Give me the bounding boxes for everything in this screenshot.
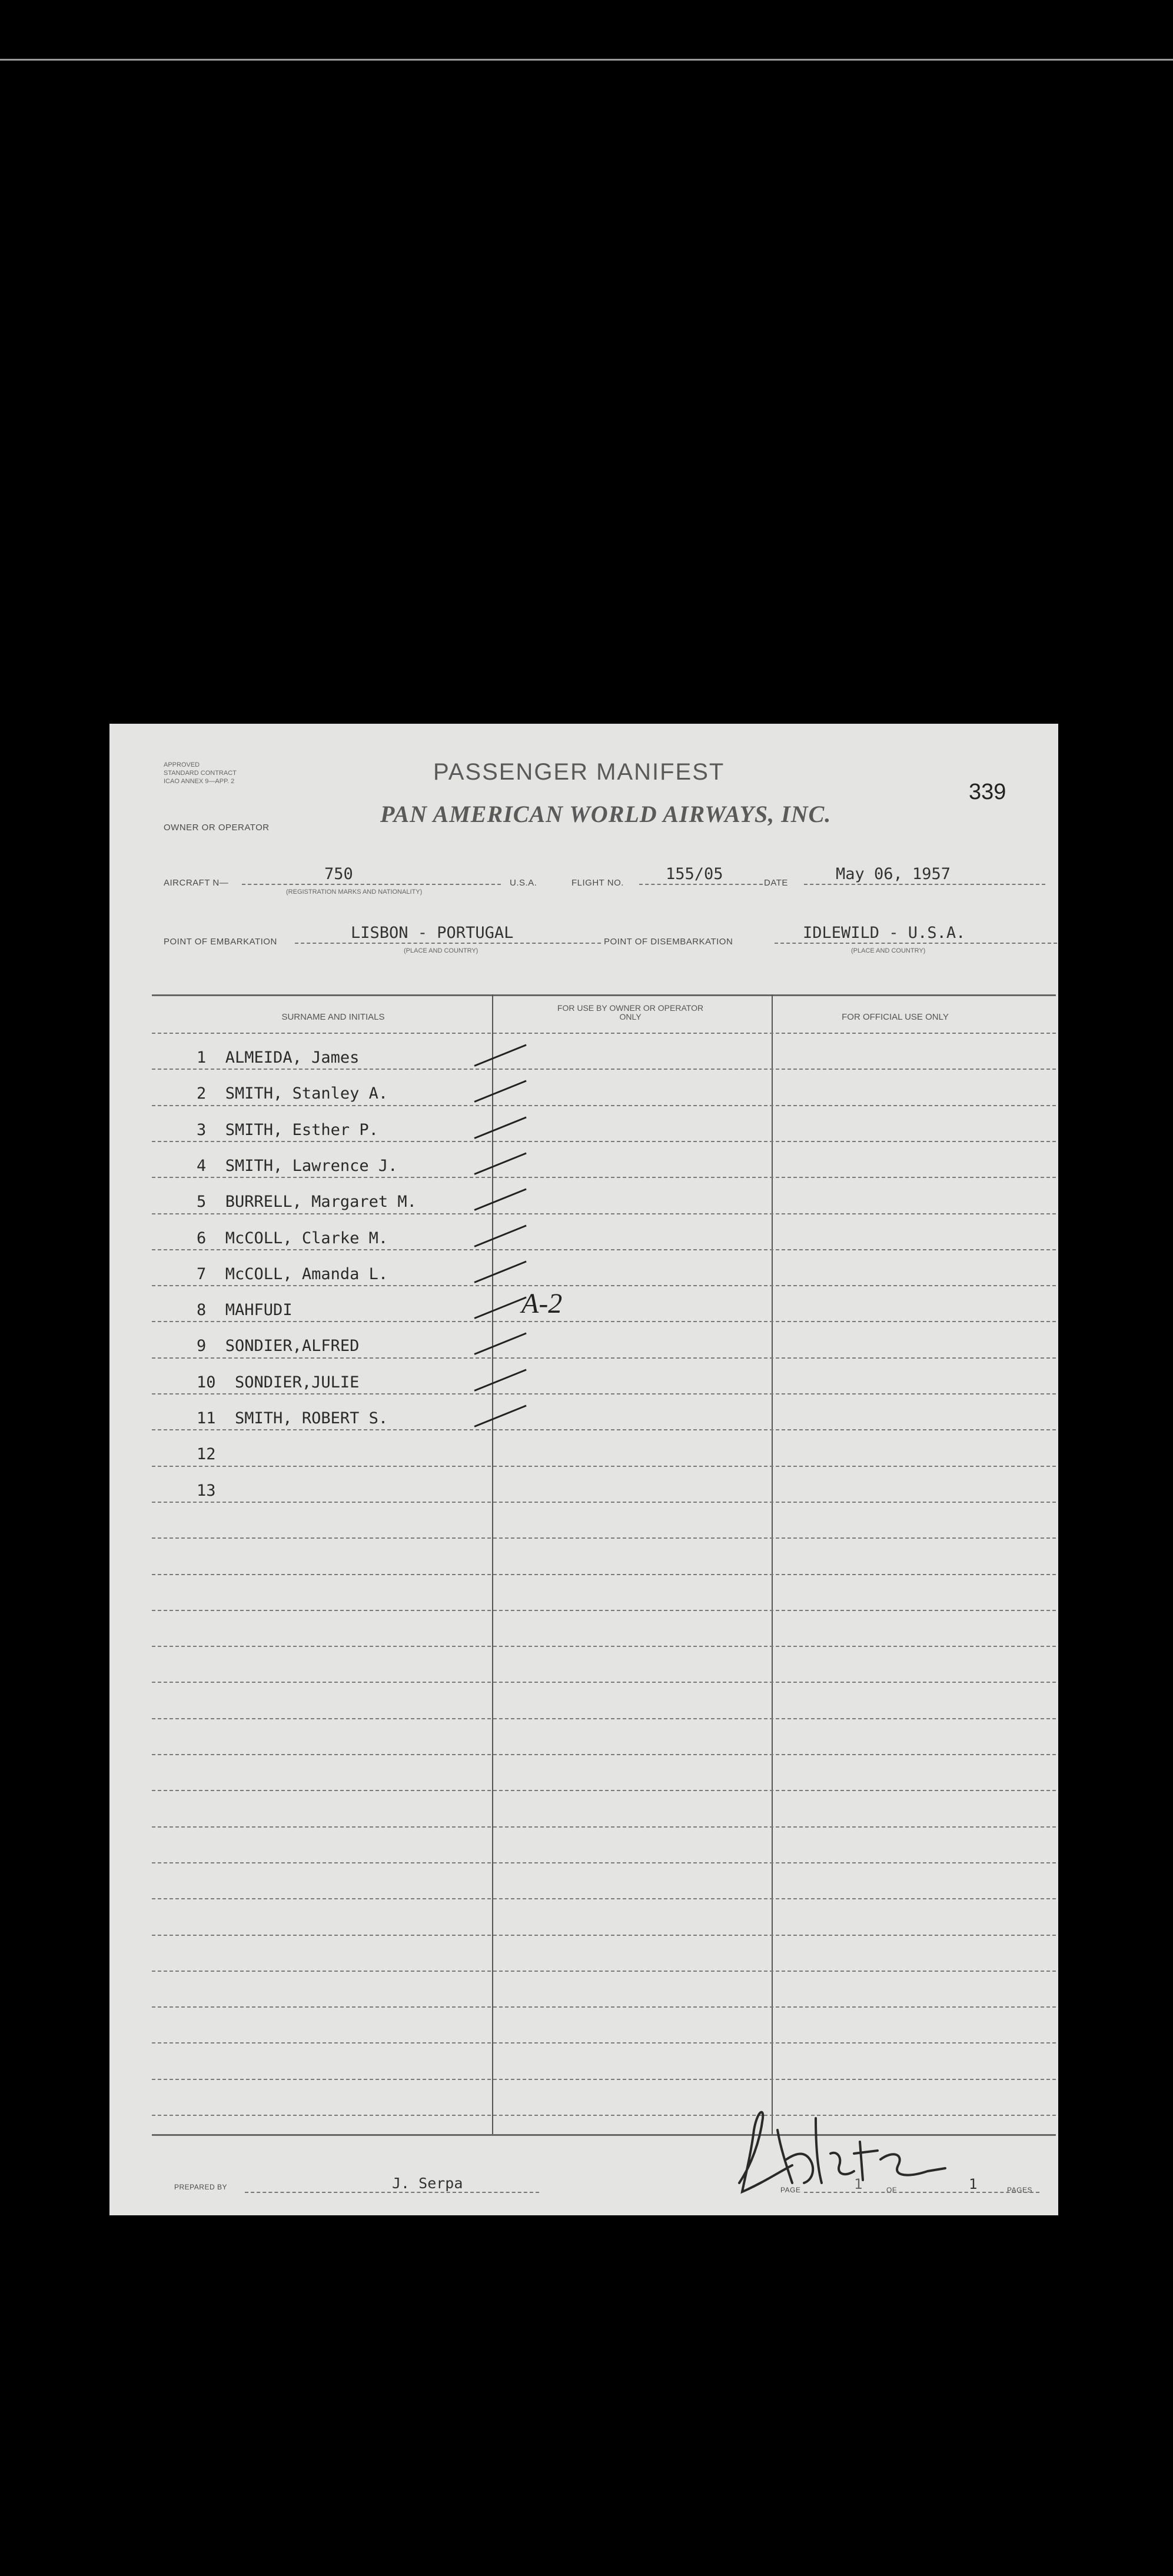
row-line	[152, 1826, 1056, 1828]
aircraft-underline	[242, 884, 501, 885]
row-line	[152, 1249, 1056, 1250]
prepared-by-label: PREPARED BY	[174, 2183, 227, 2191]
passenger-row: 1 ALMEIDA, James	[197, 1049, 360, 1067]
registry-caption: (REGISTRATION MARKS AND NATIONALITY)	[286, 888, 423, 896]
row-line	[152, 1105, 1056, 1106]
prepared-by-value: J. Serpa	[392, 2175, 463, 2192]
row-line	[152, 1971, 1056, 1972]
passenger-row: 3 SMITH, Esther P.	[197, 1120, 378, 1139]
page-number: 339	[969, 780, 1006, 804]
row-line	[152, 1898, 1056, 1899]
of-value: 1	[969, 2176, 978, 2192]
row-line	[152, 1141, 1056, 1142]
passenger-row: 2 SMITH, Stanley A.	[197, 1084, 388, 1103]
passenger-row: 9 SONDIER,ALFRED	[197, 1337, 360, 1356]
row-line	[152, 1213, 1056, 1214]
passenger-row: 11 SMITH, ROBERT S.	[197, 1409, 388, 1427]
row-line	[152, 1646, 1056, 1647]
disembarkation-caption: (PLACE AND COUNTRY)	[851, 947, 926, 954]
flight-label: FLIGHT NO.	[571, 878, 624, 888]
check-mark	[474, 1116, 526, 1139]
approval-line-2: STANDARD CONTRACT	[164, 770, 237, 777]
date-value: May 06, 1957	[836, 865, 951, 883]
header-official-use: FOR OFFICIAL USE ONLY	[842, 1012, 949, 1022]
check-mark	[474, 1297, 526, 1319]
row-line	[152, 1033, 1056, 1034]
row-line	[152, 1357, 1056, 1359]
row-line	[152, 1682, 1056, 1683]
row-line	[152, 1285, 1056, 1286]
embarkation-value: LISBON - PORTUGAL	[351, 924, 514, 942]
row-line	[152, 1069, 1056, 1070]
of-label: OF	[886, 2186, 897, 2194]
row-line	[152, 1935, 1056, 1936]
disembarkation-value: IDLEWILD - U.S.A.	[803, 924, 966, 942]
passenger-row: 7 McCOLL, Amanda L.	[197, 1264, 388, 1283]
row-line	[152, 1502, 1056, 1503]
embarkation-caption: (PLACE AND COUNTRY)	[404, 947, 478, 954]
table-top-border	[152, 994, 1056, 996]
passenger-row: 4 SMITH, Lawrence J.	[197, 1156, 398, 1175]
row-line	[152, 1466, 1056, 1467]
row-line	[152, 1790, 1056, 1791]
check-mark	[474, 1260, 526, 1283]
approval-line-3: ICAO ANNEX 9—APP. 2	[164, 778, 235, 785]
passenger-row: 8 MAHFUDI	[197, 1301, 293, 1320]
row-line	[152, 1429, 1056, 1430]
header-owner-use: FOR USE BY OWNER OR OPERATOR ONLY	[557, 1003, 704, 1021]
column-divider-2	[772, 994, 773, 2134]
aircraft-label: AIRCRAFT N—	[164, 878, 229, 888]
check-mark	[474, 1189, 526, 1211]
flight-number-value: 155/05	[666, 865, 723, 883]
row-line	[152, 1393, 1056, 1394]
check-mark	[474, 1080, 526, 1103]
page-underline	[804, 2192, 1039, 2193]
flight-underline	[639, 884, 763, 885]
header-surname: SURNAME AND INITIALS	[281, 1012, 385, 1022]
embarkation-label: POINT OF EMBARKATION	[164, 937, 277, 947]
disembarkation-label: POINT OF DISEMBARKATION	[604, 937, 733, 947]
carrier-name: PAN AMERICAN WORLD AIRWAYS, INC.	[380, 801, 832, 827]
prepared-by-underline	[245, 2192, 539, 2193]
check-mark	[474, 1224, 526, 1247]
passenger-manifest-document	[109, 724, 1058, 2215]
signature-image	[727, 2095, 951, 2201]
owner-label: OWNER OR OPERATOR	[164, 823, 270, 833]
passenger-row: 6 McCOLL, Clarke M.	[197, 1229, 388, 1247]
row-line	[152, 2042, 1056, 2044]
check-mark	[474, 1152, 526, 1174]
row-line	[152, 1177, 1056, 1178]
disembarkation-underline	[775, 943, 1057, 944]
row-line	[152, 1754, 1056, 1755]
page-title: PASSENGER MANIFEST	[433, 759, 725, 785]
passenger-row: 12	[197, 1445, 216, 1464]
row-line	[152, 1321, 1056, 1322]
usa-label: U.S.A.	[510, 878, 537, 888]
page-value: 1	[854, 2176, 863, 2192]
row-line	[152, 1537, 1056, 1539]
row-line	[152, 1718, 1056, 1719]
row-line	[152, 2079, 1056, 2080]
top-border-line	[0, 59, 1173, 61]
pages-label: PAGES	[1007, 2186, 1032, 2194]
check-mark	[474, 1333, 526, 1355]
row-line	[152, 1574, 1056, 1575]
page-label: PAGE	[780, 2186, 801, 2194]
passenger-row: 13	[197, 1481, 216, 1500]
check-mark	[474, 1044, 526, 1067]
approval-line-1: APPROVED	[164, 761, 200, 768]
row-line	[152, 1862, 1056, 1863]
row-line	[152, 1610, 1056, 1611]
date-label: DATE	[764, 878, 788, 888]
aircraft-value: 750	[324, 865, 353, 883]
embarkation-underline	[295, 943, 601, 944]
handwritten-annotation: A-2	[521, 1288, 563, 1319]
passenger-row: 10 SONDIER,JULIE	[197, 1373, 360, 1392]
row-line	[152, 2006, 1056, 2008]
passenger-row: 5 BURRELL, Margaret M.	[197, 1193, 417, 1212]
date-underline	[804, 884, 1045, 885]
check-mark	[474, 1405, 526, 1427]
check-mark	[474, 1369, 526, 1391]
